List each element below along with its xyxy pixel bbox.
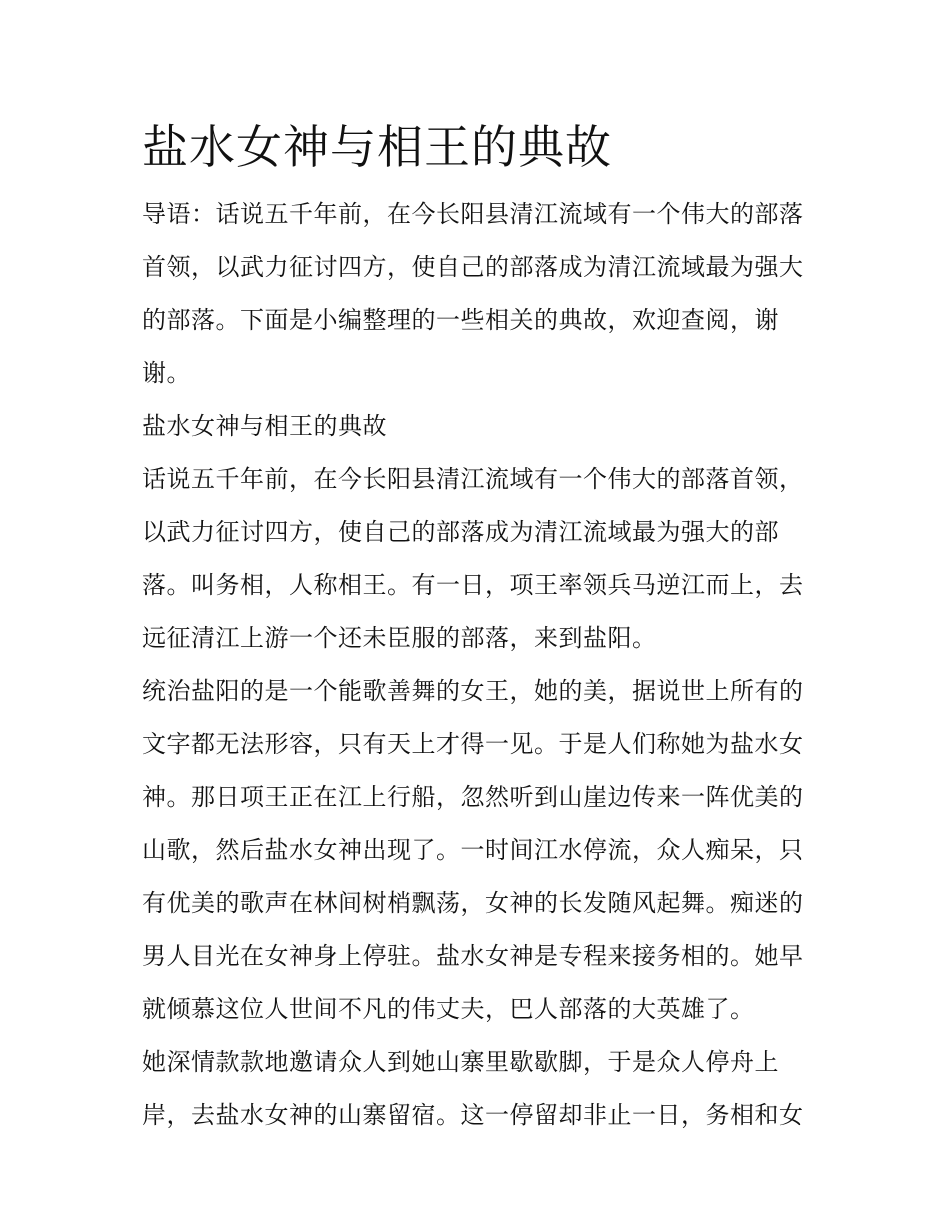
document-page (142, 112, 818, 1142)
document-title: 盐水女神与相王的典故 (142, 120, 612, 174)
intro-paragraph: 导语：话说五千年前，在今长阳县清江流域有一个伟大的部落首领，以武力征讨四方，使自己的部落成为清江流域最为强大的部落。下面是小编整理的一些相关的典故，欢迎查阅，谢谢。 (142, 200, 804, 387)
body-paragraph-3: 她深情款款地邀请众人到她山寨里歇歇脚，于是众人停舟上岸，去盐水女神的山寨留宿。这一停留却非止一日，务相和女 (142, 1048, 804, 1129)
section-heading: 盐水女神与相王的典故 (142, 412, 387, 440)
body-paragraph-2: 统治盐阳的是一个能歌善舞的女王，她的美，据说世上所有的文字都无法形容，只有天上才得一见。于是人们称她为盐水女神。那日项王正在江上行船，忽然听到山崖边传来一阵优美的山歌，然后盐水女神出现了。一时间江水停流，众人痴呆，只有优美的歌声在林间树梢飘荡，女神的长发随风起舞。痴迷的男人目光在女神身上停驻。盐水女神是专程来接务相的。她早就倾慕这位人世间不凡的伟丈夫，巴人部落的大英雄了。 (142, 677, 804, 1023)
body-paragraph-1: 话说五千年前，在今长阳县清江流域有一个伟大的部落首领，以武力征讨四方，使自己的部落成为清江流域最为强大的部落。叫务相，人称相王。有一日，项王率领兵马逆江而上，去远征清江上游一个还未臣服的部落，来到盐阳。 (142, 465, 804, 652)
document-body (142, 188, 818, 1142)
